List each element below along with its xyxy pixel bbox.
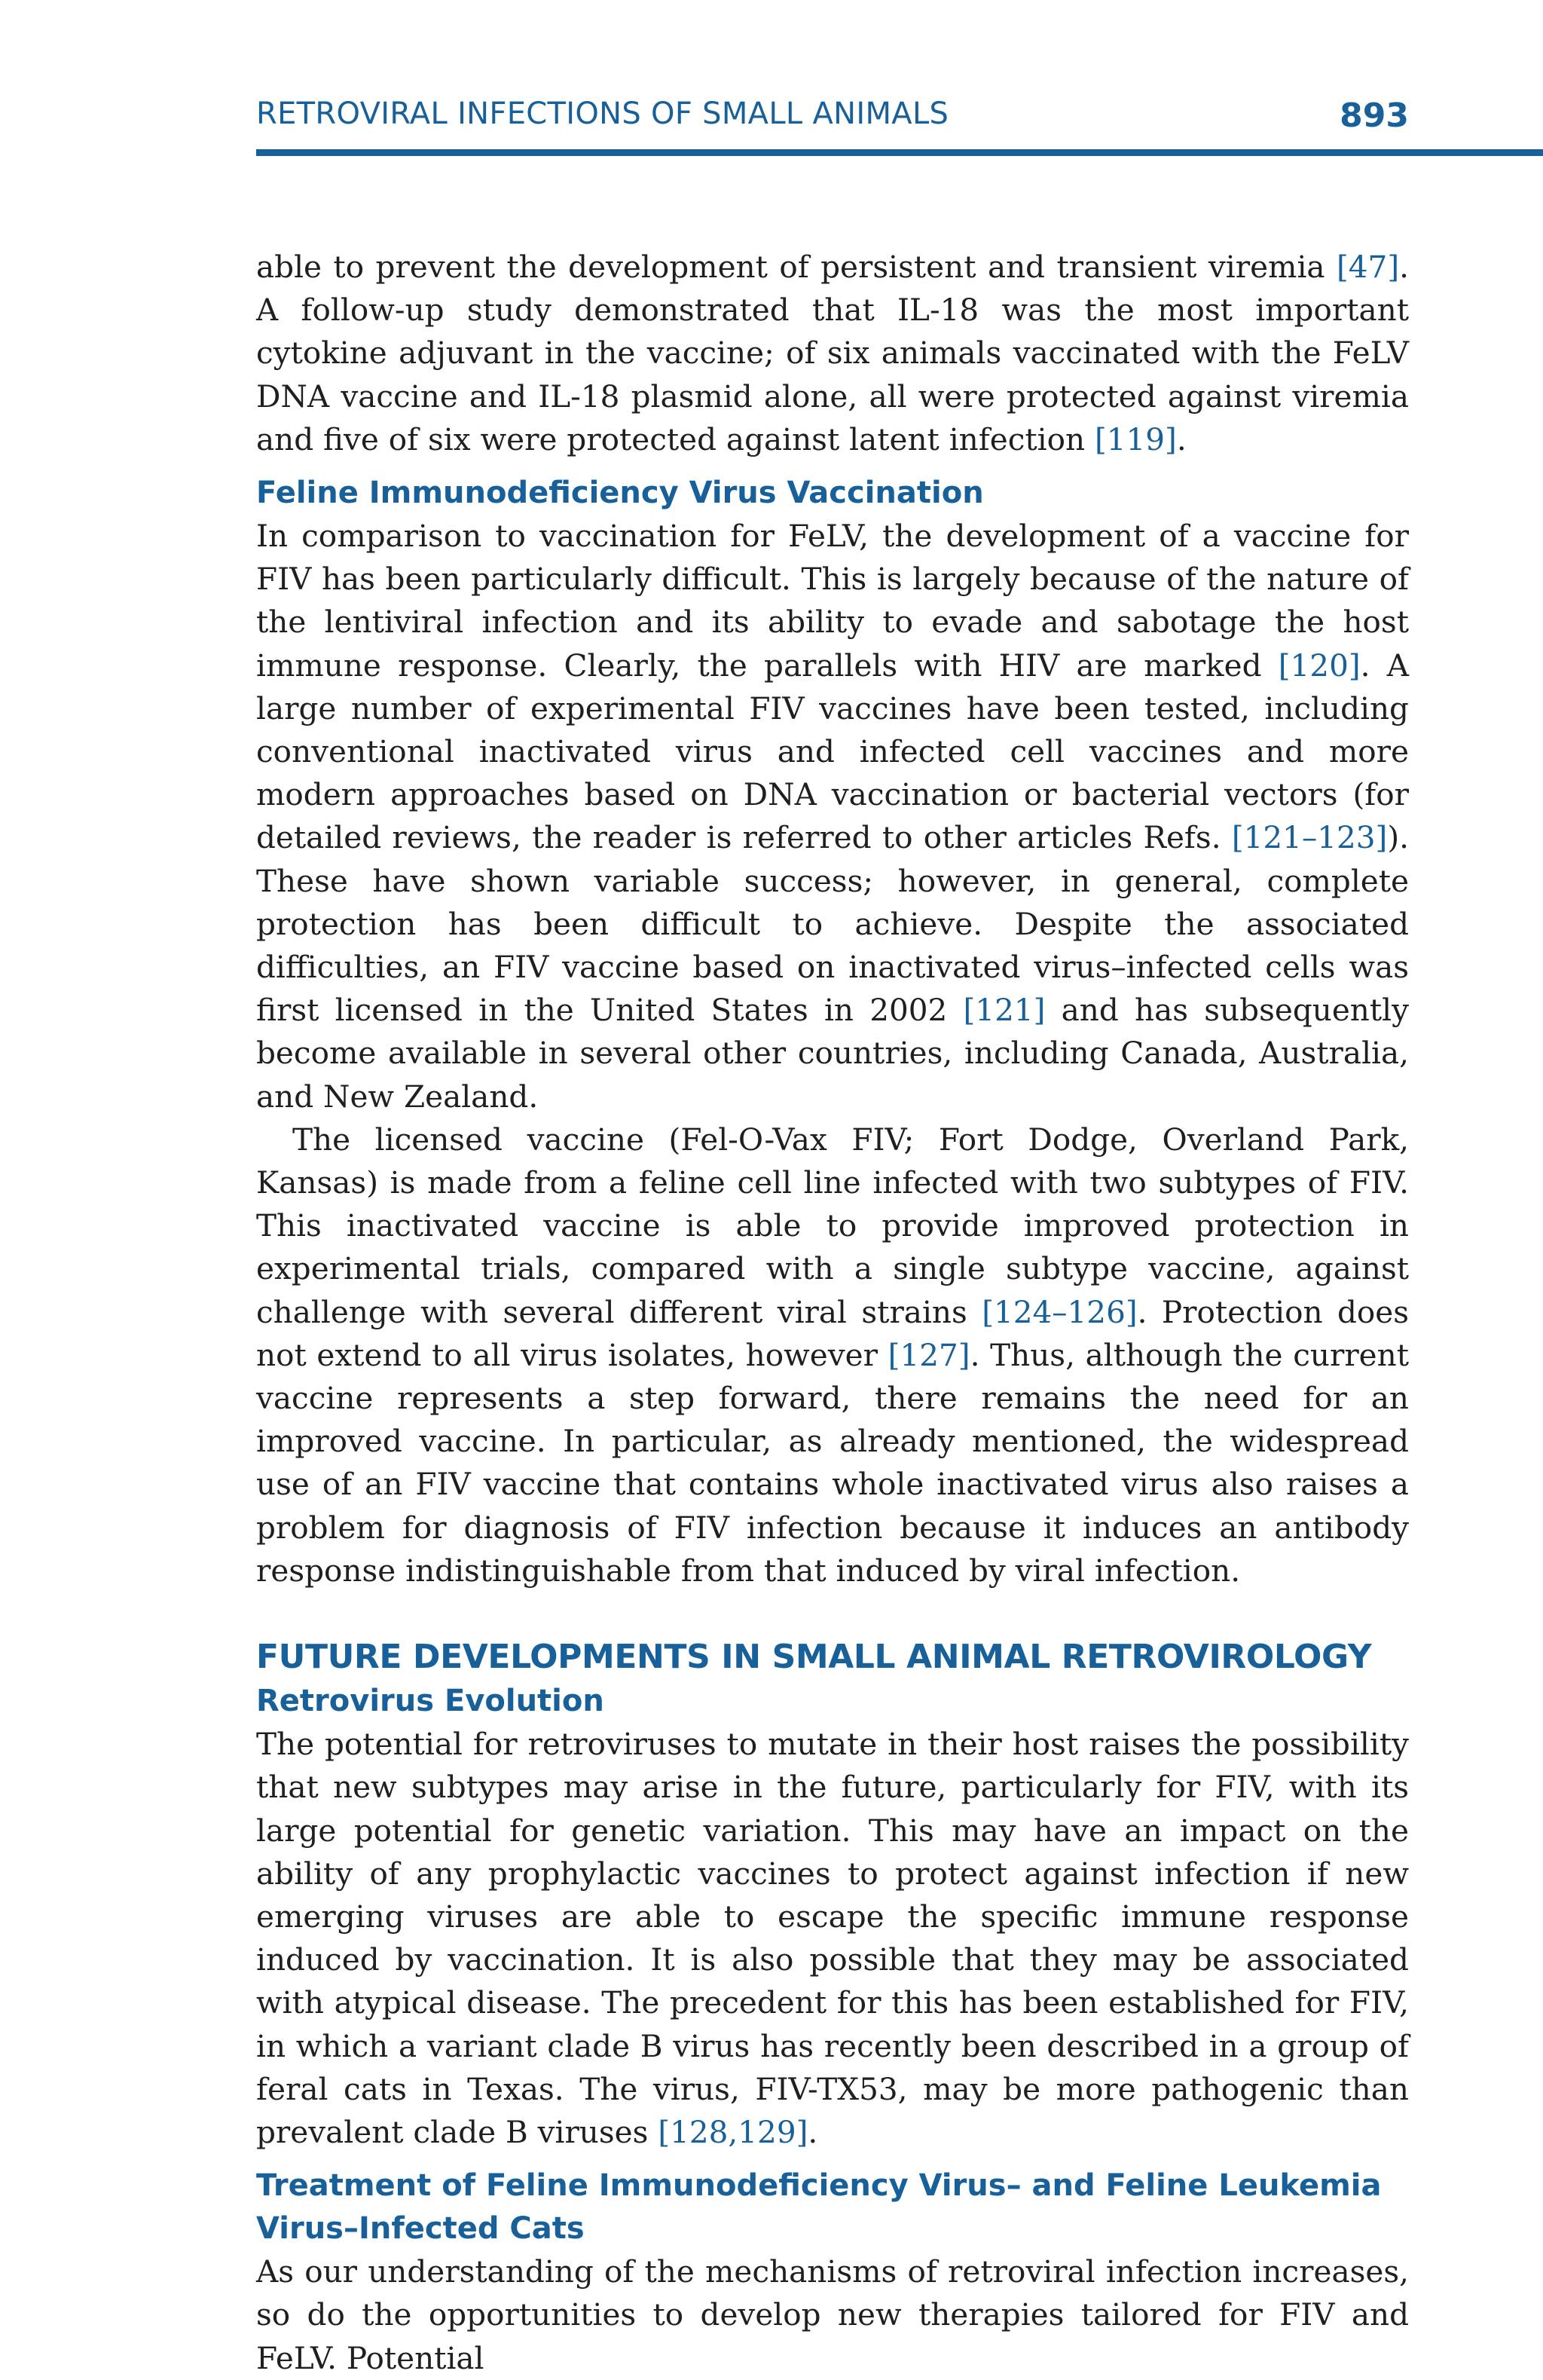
citation-link[interactable]: [120] — [1278, 647, 1361, 684]
section-heading-fiv-vaccination: Feline Immunodeficiency Virus Vaccination — [256, 476, 984, 511]
citation-link[interactable]: [127] — [888, 1336, 970, 1373]
paragraph-retrovirus-evolution: The potential for retroviruses to mutate in their host raises the possibility that new subtypes may arise in the future, particularly for FIV, with its large potential for genetic variation. This may have an impact on the ability of any prophylactic vaccines to protect against infection if new emerging viruses are able to escape the specific immune response induced by vaccination. It is also possible that they may be associated with atypical disease. The precedent for this has been established for FIV, in which a variant clade B virus has recently been described in a group of feral cats in Texas. The virus, FIV-TX53, may be more pathogenic than prevalent clade B viruses [128,129]. — [256, 1726, 1409, 2150]
citation-link[interactable]: [119] — [1094, 421, 1177, 457]
paragraph-licensed-vaccine: The licensed vaccine (Fel-O-Vax FIV; Fort Dodge, Overland Park, Kansas) is made from a feline cell line infected with two subtypes of FIV. This inactivated vaccine is able to provide improved protection in experimental trials, compared with a single subtype vaccine, against challenge with several different viral strains [124–126]. Protection does not extend to all virus isolates, however [127]. Thus, although the current vaccine represents a step forward, there remains the need for an improved vaccine. In particular, as already mentioned, the widespread use of an FIV vaccine that contains whole inactivated virus also raises a problem for diagnosis of FIV infection because it induces an antibody response indistinguishable from that induced by viral infection. — [256, 1121, 1410, 1589]
citation-link[interactable]: [128,129] — [658, 2113, 808, 2150]
citation-link[interactable]: [121] — [963, 992, 1046, 1029]
paragraph-fiv-vaccination: In comparison to vaccination for FeLV, the development of a vaccine for FIV has been particularly difficult. This is largely because of the nature of the lentiviral infection and its ability to evade and sabotage the host immune response. Clearly, the parallels with HIV are marked [120]. A large number of experimental FIV vaccines have been tested, including conventional inactivated virus and infected cell vaccines and more modern approaches based on DNA vaccination or bacterial vectors (for detailed reviews, the reader is referred to other articles Refs. [121–123]). These have shown variable success; however, in general, complete protection has been difficult to achieve. Despite the associated difficulties, an FIV vaccine based on inactivated virus–infected cells was first licensed in the United States in 2002 [121] and has subsequently become available in several other countries, including Canada, Australia, and New Zealand. — [256, 518, 1409, 1115]
header-rule — [256, 149, 1543, 156]
citation-link[interactable]: [124–126] — [982, 1293, 1138, 1330]
citation-link[interactable]: [121–123] — [1231, 819, 1388, 856]
page-number: 893 — [1340, 96, 1409, 135]
running-title: RETROVIRAL INFECTIONS OF SMALL ANIMALS — [256, 96, 949, 131]
section-heading-future-developments: FUTURE DEVELOPMENTS IN SMALL ANIMAL RETROVIROLOGY — [256, 1638, 1372, 1677]
running-head — [256, 96, 1409, 135]
paragraph-viremia: able to prevent the development of persistent and transient viremia [47]. A follow-up study demonstrated that IL-18 was the most important cytokine adjuvant in the vaccine; of six animals vaccinated with the FeLV DNA vaccine and IL-18 plasmid alone, all were protected against viremia and five of six were protected against latent infection [119]. — [256, 249, 1409, 457]
citation-link[interactable]: [47] — [1336, 249, 1400, 285]
section-heading-treatment: Treatment of Feline Immunodeficiency Virus– and Feline Leukemia Virus–Infected Cats — [256, 2168, 1382, 2247]
article-body — [256, 246, 1409, 2380]
section-heading-retrovirus-evolution: Retrovirus Evolution — [256, 1684, 604, 1719]
paragraph-treatment: As our understanding of the mechanisms of retroviral infection increases, so do the opportunities to develop new therapies tailored for FIV and FeLV. Potential — [256, 2253, 1409, 2376]
